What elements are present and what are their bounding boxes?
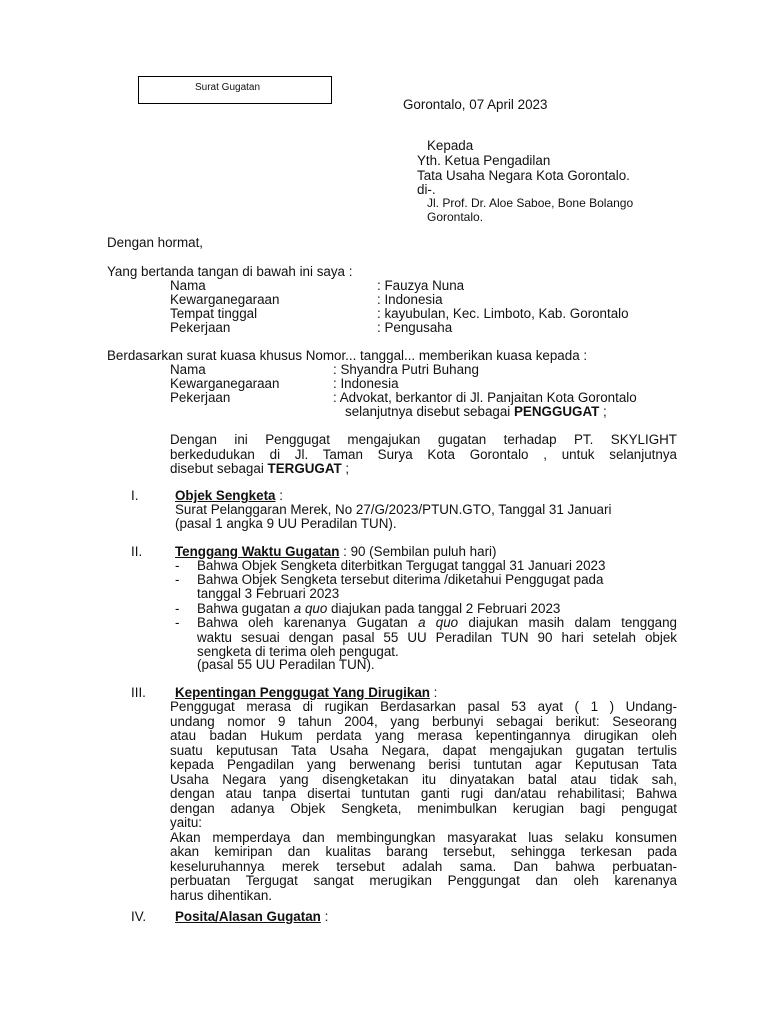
field-label: Tempat tinggal [170,306,258,321]
section-heading: Kepentingan Penggugat Yang Dirugikan : [175,685,438,700]
paragraph-line: disebut sebagai TERGUGAT ; [170,461,350,476]
recipient-line: Jl. Prof. Dr. Aloe Saboe, Bone Bolango [427,196,634,210]
paragraph-line: undang nomor 9 tahun 2004, yang berbunyi sebagai berikut: Seseorang [170,713,677,729]
recipient-line: Tata Usaha Negara Kota Gorontalo. [417,168,630,183]
field-label: Pekerjaan [170,320,231,335]
bullet-text: Bahwa Objek Sengketa diterbitkan Tergugat tanggal 31 Januari 2023 [197,558,606,573]
section-number: IV. [131,909,147,924]
paragraph-line: yaitu: [170,815,203,830]
recipient-line: Yth. Ketua Pengadilan [417,153,551,168]
paragraph-line: suatu keputusan Tata Usaha Negara, dapat mengajukan gugatan tertulis [170,742,677,758]
bullet-text: Bahwa gugatan a quo diajukan pada tanggal 2 Februari 2023 [197,601,561,616]
bullet-text: waktu sesuai dengan pasal 55 UU Peradilan TUN 90 hari setelah objek [197,629,677,645]
greeting: Dengan hormat, [107,235,204,250]
section-number: III. [131,685,146,700]
paragraph-line: Dengan ini Penggugat mengajukan gugatan terhadap PT. SKYLIGHT [170,432,677,447]
paragraph-line: Penggugat merasa di rugikan Berdasarkan pasal 53 ayat ( 1 ) Undang- [170,699,677,714]
field-value: : Fauzya Nuna [377,278,465,293]
field-label: Pekerjaan [170,390,231,405]
field-value: : Indonesia [377,292,443,307]
bullet-dash: - [175,615,180,630]
bullet-text: Bahwa oleh karenanya Gugatan a quo diajukan masih dalam tenggang [197,615,677,630]
field-label: Nama [170,278,206,293]
recipient-line: Gorontalo. [427,210,484,224]
section-text-line: Surat Pelanggaran Merek, No 27/G/2023/PTUN.GTO, Tanggal 31 Januari [175,502,612,517]
role-penggugat: PENGGUGAT [514,404,600,419]
paragraph-line: dengan adanya Objek Sengketa, menimbulkan kerugian bagi pengugat [170,800,677,816]
defendant-paragraph [170,433,677,477]
paragraph-line: kepada Pengadilan yang berwenang berisi tuntutan agar Keputusan Tata [170,757,677,772]
section-paragraph [170,700,677,903]
bullet-text: (pasal 55 UU Peradilan TUN). [197,657,375,672]
bullet-dash: - [175,572,180,587]
recipient-line: Kepada [427,138,474,153]
power-of-attorney-line: Berdasarkan surat kuasa khusus Nomor... tanggal... memberikan kuasa kepada : [107,348,588,363]
section-heading: Tenggang Waktu Gugatan : 90 (Sembilan puluh hari) [175,544,497,559]
bullet-text: Bahwa Objek Sengketa tersebut diterima /diketahui Penggugat pada [197,572,604,587]
field-value: : Pengusaha [377,320,453,335]
section-number: II. [131,544,143,559]
paragraph-line: atau badan Hukum perdata yang merasa kepentingannya dirugikan oleh [170,728,677,743]
document-title-box [138,76,332,104]
recipient-line: di-. [417,182,436,197]
bullet-dash: - [175,558,180,573]
bullet-text: tanggal 3 Februari 2023 [197,586,340,601]
section-number: I. [131,488,139,503]
bullet-text-block [197,616,677,660]
bullet-text: sengketa di terima oleh pengugat. [197,644,399,659]
paragraph-line: berkedudukan di Jl. Taman Surya Kota Gorontalo , untuk selanjutnya [170,446,677,462]
section-text-line: (pasal 1 angka 9 UU Peradilan TUN). [175,516,397,531]
bullet-dash: - [175,601,180,616]
field-value: : Advokat, berkantor di Jl. Panjaitan Kota Gorontalo [333,390,637,405]
field-value: : Indonesia [333,376,399,391]
paragraph-line: perbuatan Tergugat sangat merugikan Penggungat dan oleh karenanya [170,873,677,888]
paragraph-line: akan kemiripan dan kualitas barang tersebut, sehingga terkesan pada [170,844,677,859]
field-label: Kewarganegaraan [170,376,280,391]
section-heading: Objek Sengketa : [175,488,283,503]
paragraph-line: keseluruhannya merek tersebut adalah sama. Dan bahwa perbuatan- [170,858,677,874]
paragraph-line: Usaha Negara yang disengketakan itu dinyatakan batal atau tidak sah, [170,771,677,787]
paragraph-line: dengan atau tanpa disertai tuntutan ganti rugi dan/atau rehabilitasi; Bahwa [170,786,677,801]
field-label: Nama [170,362,206,377]
role-tergugat: TERGUGAT [267,461,342,476]
paragraph-line: harus dihentikan. [170,887,272,903]
attorney-role-line: selanjutnya disebut sebagai PENGGUGAT ; [345,404,607,419]
place-date: Gorontalo, 07 April 2023 [403,97,548,112]
field-value: : kayubulan, Kec. Limboto, Kab. Gorontalo [377,306,629,321]
field-label: Kewarganegaraan [170,292,280,307]
paragraph-line: Akan memperdaya dan membingungkan masyarakat luas selaku konsumen [170,829,677,845]
document-title: Surat Gugatan [195,82,261,93]
section-heading: Posita/Alasan Gugatan : [175,909,329,924]
field-value: : Shyandra Putri Buhang [333,362,479,377]
intro-line: Yang bertanda tangan di bawah ini saya : [107,264,353,279]
